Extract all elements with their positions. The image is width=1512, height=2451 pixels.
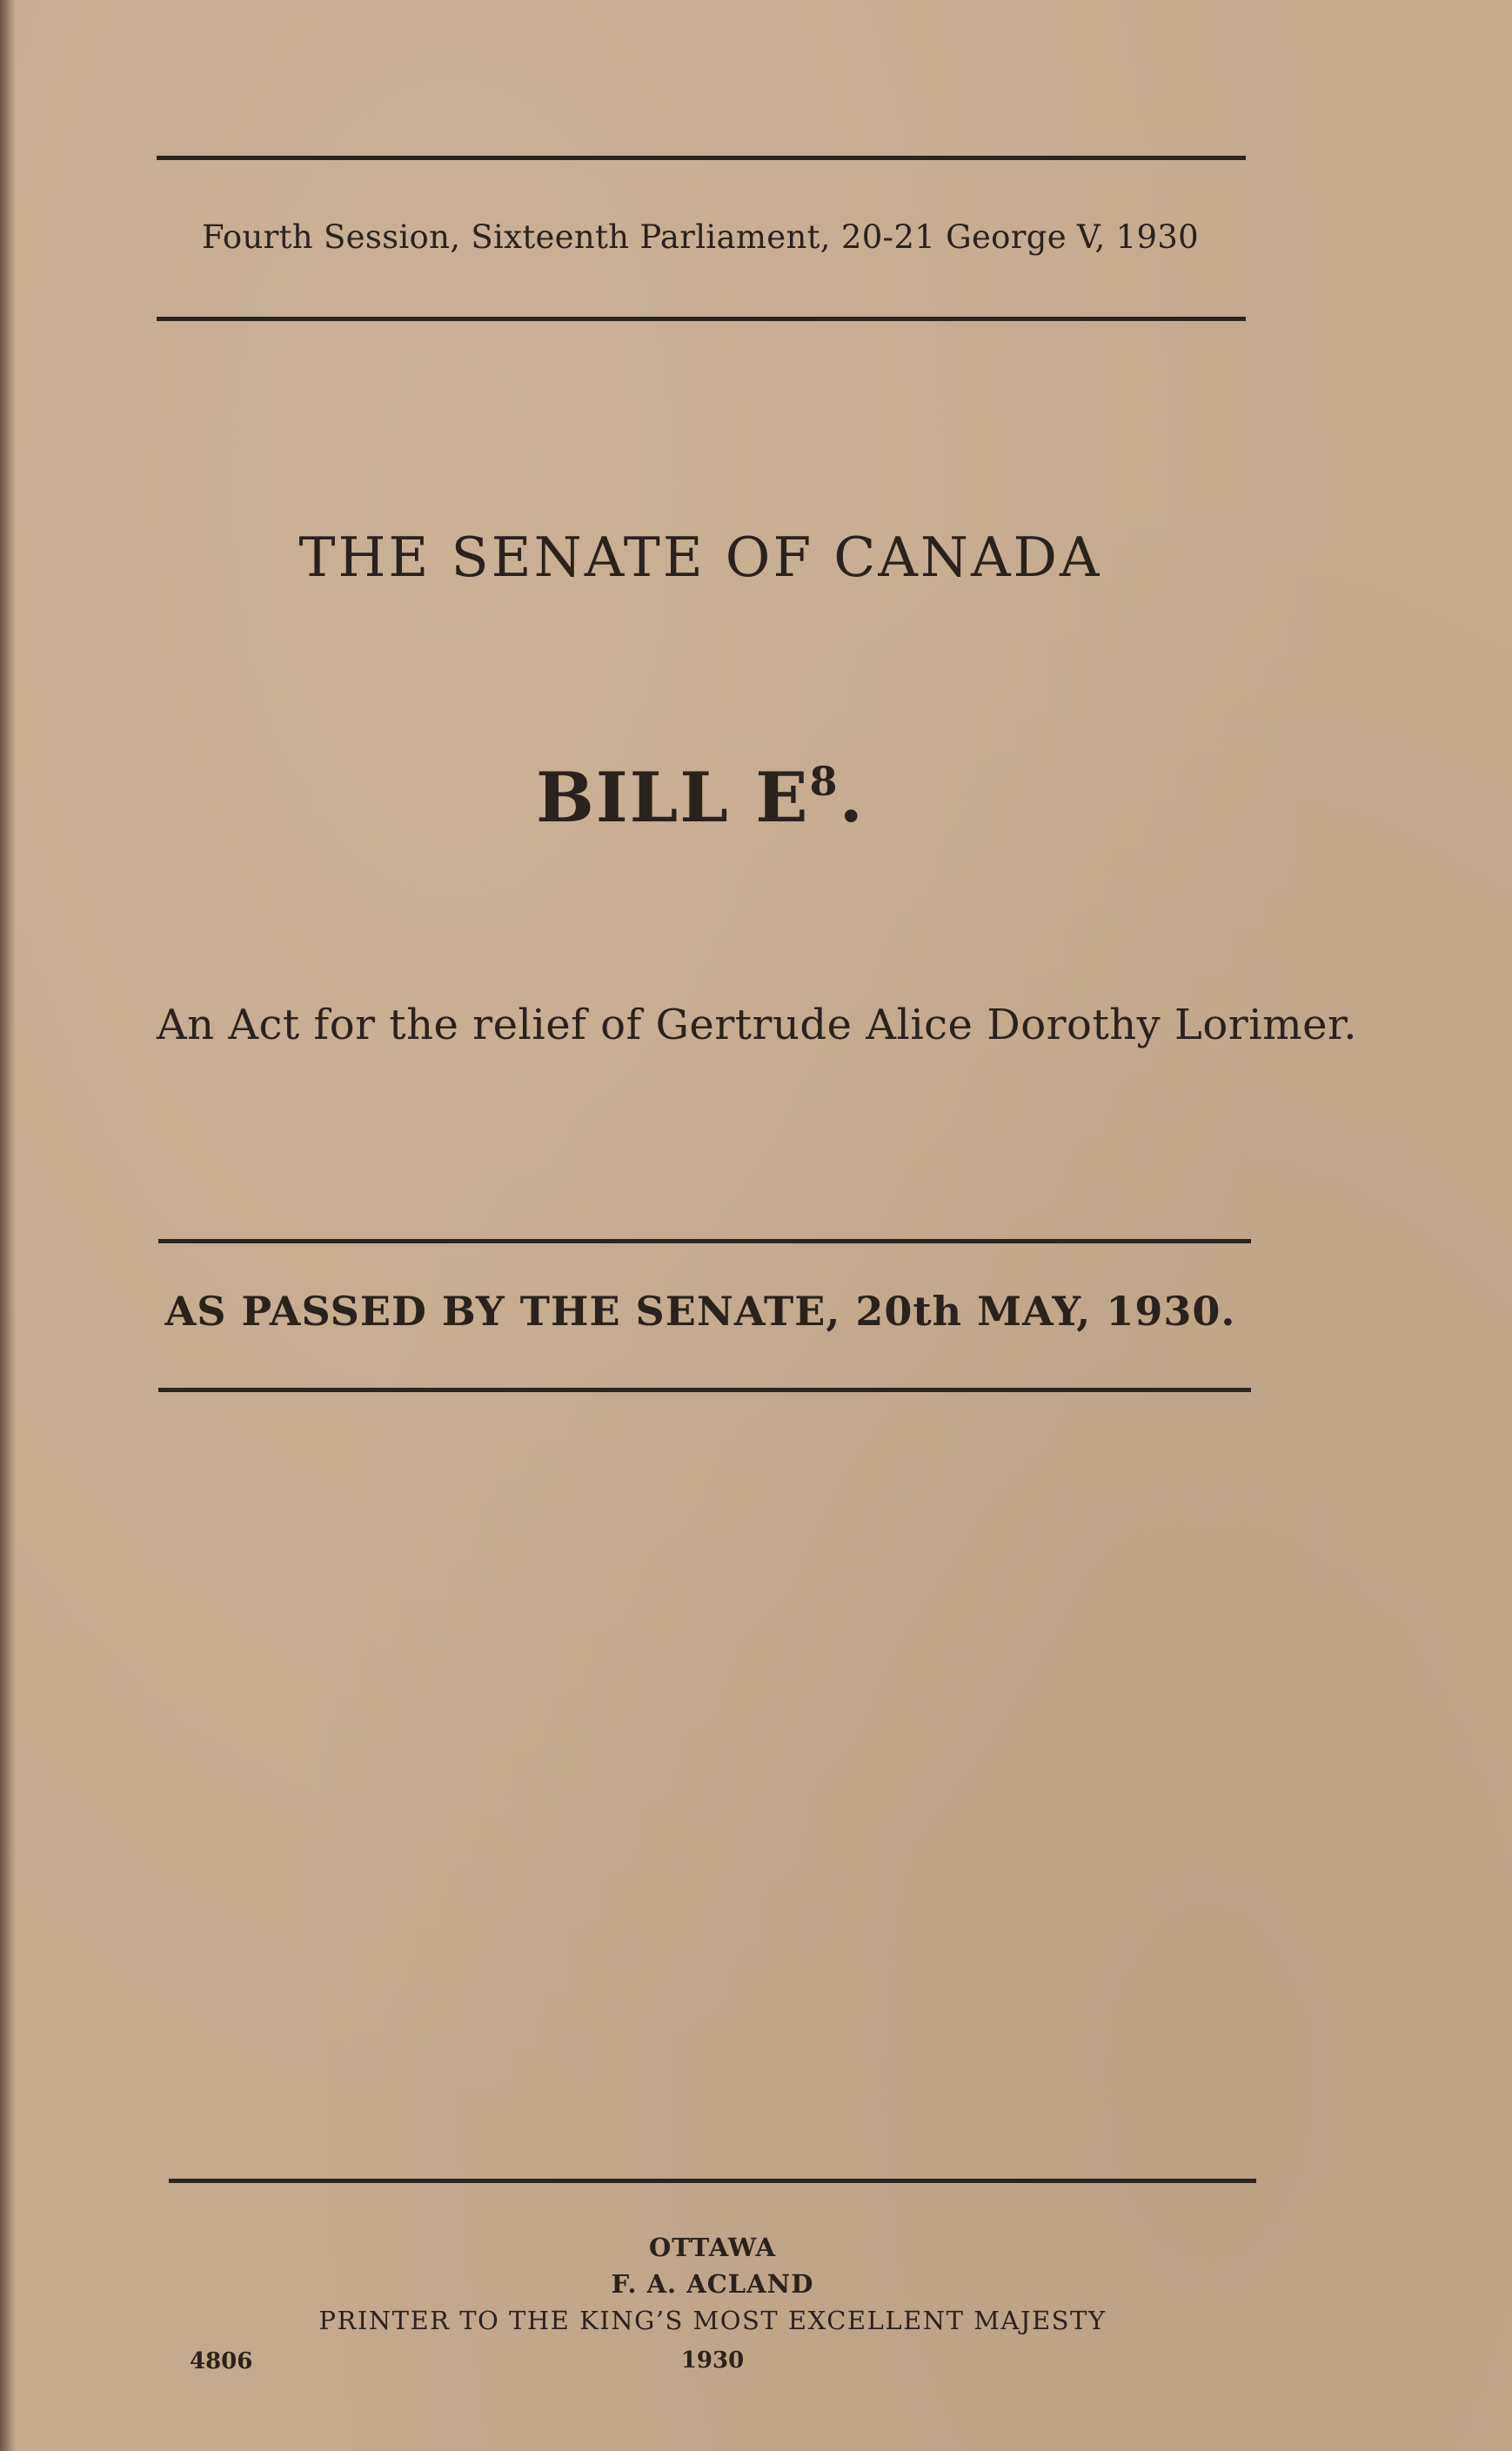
session-rule xyxy=(157,317,1246,321)
passed-top-rule xyxy=(158,1239,1251,1243)
imprint-printer: F. A. ACLAND xyxy=(611,2269,814,2299)
imprint-rule xyxy=(169,2179,1256,2183)
top-rule xyxy=(157,156,1246,160)
act-title: An Act for the relief of Gertrude Alice Dorothy Lorimer. xyxy=(157,1001,1357,1049)
bill-period: . xyxy=(839,757,866,838)
binding-edge xyxy=(0,0,16,2451)
imprint-year: 1930 xyxy=(680,2347,745,2374)
imprint-place: OTTAWA xyxy=(648,2233,777,2262)
imprint-printer-title: PRINTER TO THE KING’S MOST EXCELLENT MAJESTY xyxy=(318,2306,1107,2335)
session-heading: Fourth Session, Sixteenth Parliament, 20-21 George V, 1930 xyxy=(201,218,1199,256)
senate-title: THE SENATE OF CANADA xyxy=(298,526,1102,589)
passage-status: AS PASSED BY THE SENATE, 20th MAY, 1930. xyxy=(164,1288,1236,1335)
bill-title xyxy=(157,757,1244,838)
print-number: 4806 xyxy=(190,2348,253,2374)
passed-bottom-rule xyxy=(158,1388,1251,1392)
bill-name: BILL E xyxy=(535,757,810,838)
bill-superscript: 8 xyxy=(809,758,840,805)
